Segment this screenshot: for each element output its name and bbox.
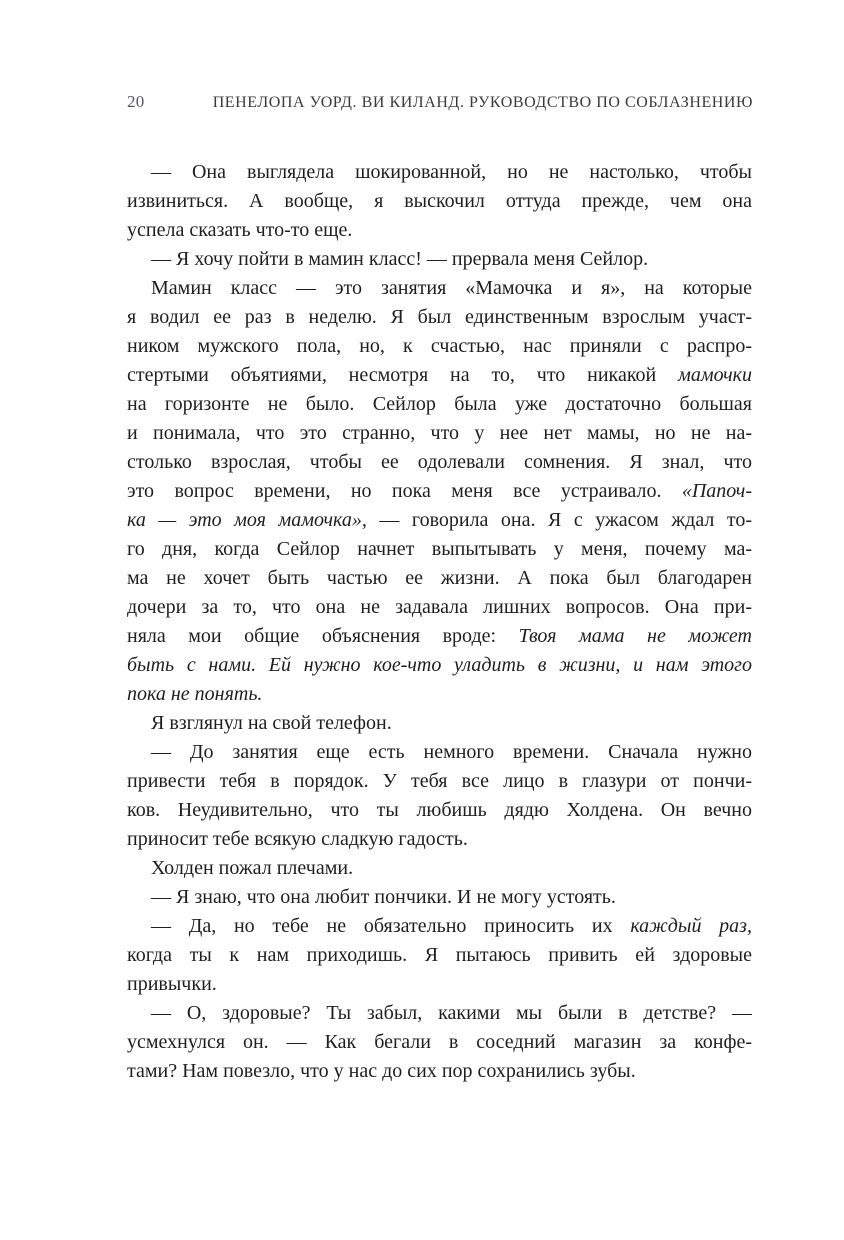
text-run: — говорила она. Я с ужасом ждал то-	[379, 509, 752, 531]
text-run: усмехнулся он. — Как бегали в соседний магазин за конфе-	[127, 1031, 752, 1053]
text-run: привести тебя в порядок. У тебя все лицо в глазури от пончи-	[127, 770, 752, 792]
text-line	[127, 970, 752, 999]
text-run: и понимала, что это странно, что у нее нет мамы, но не на-	[127, 422, 752, 444]
text-run: ма не хочет быть частью ее жизни. А пока был благодарен	[127, 567, 752, 589]
text-line	[127, 622, 752, 651]
text-line	[127, 999, 752, 1028]
text-run: — До занятия еще есть немного времени. Сначала нужно	[151, 741, 752, 763]
text-line	[127, 564, 752, 593]
text-line	[127, 187, 752, 216]
text-line	[127, 680, 752, 709]
text-run: — Она выглядела шокированной, но не настолько, чтобы	[151, 161, 752, 183]
text-run: успела сказать что-то еще.	[127, 219, 353, 241]
italic-text-run: «Папоч-	[681, 480, 752, 502]
text-line	[127, 651, 752, 680]
text-run: ков. Неудивительно, что ты любишь дядю Холдена. Он вечно	[127, 799, 752, 821]
text-line	[127, 506, 752, 535]
italic-text-run: Твоя мама не может	[518, 625, 752, 647]
text-run: го дня, когда Сейлор начнет выпытывать у меня, почему ма-	[127, 538, 752, 560]
text-run: няла мои общие объяснения вроде:	[127, 625, 519, 647]
italic-text-run: быть с нами. Ей нужно кое-что уладить в жизни, и нам этого	[127, 654, 752, 676]
italic-text-run: мамочки	[678, 364, 752, 386]
text-line	[127, 158, 752, 187]
text-line	[127, 1057, 752, 1086]
text-line	[127, 216, 752, 245]
text-line	[127, 535, 752, 564]
text-run: тами? Нам повезло, что у нас до сих пор сохранились зубы.	[127, 1060, 636, 1082]
text-line	[127, 796, 752, 825]
text-run: — Я хочу пойти в мамин класс! — прервала меня Сейлор.	[151, 248, 649, 270]
text-run: дочери за то, что она не задавала лишних вопросов. Она при-	[127, 596, 752, 618]
page-header	[127, 92, 753, 112]
text-line	[127, 361, 752, 390]
text-run: столько взрослая, чтобы ее одолевали сомнения. Я знал, что	[127, 451, 752, 473]
text-run: извиниться. А вообще, я выскочил оттуда прежде, чем она	[127, 190, 752, 212]
text-line	[127, 477, 752, 506]
text-line	[127, 912, 752, 941]
text-line	[127, 709, 752, 738]
text-run: ником мужского пола, но, к счастью, нас приняли с распро-	[127, 335, 752, 357]
text-run: я водил ее раз в неделю. Я был единственным взрослым участ-	[127, 306, 752, 328]
text-line	[127, 419, 752, 448]
italic-text-run: каждый раз,	[630, 915, 752, 937]
text-run: стертыми объятиями, несмотря на то, что никакой	[127, 364, 679, 386]
text-run: это вопрос времени, но пока меня все устраивало.	[127, 480, 682, 502]
text-run: когда ты к нам приходишь. Я пытаюсь привить ей здоровые	[127, 944, 752, 966]
italic-text-run: пока не понять.	[127, 683, 263, 705]
text-run: — Я знаю, что она любит пончики. И не могу устоять.	[151, 886, 616, 908]
text-run: привычки.	[127, 973, 217, 995]
text-line	[127, 448, 752, 477]
text-run: приносит тебе всякую сладкую гадость.	[127, 828, 468, 850]
text-run: Холден пожал плечами.	[151, 857, 354, 879]
text-line	[127, 390, 752, 419]
text-line	[127, 825, 752, 854]
text-line	[127, 854, 752, 883]
text-line	[127, 1028, 752, 1057]
text-line	[127, 738, 752, 767]
page-number: 20	[127, 92, 145, 111]
text-line	[127, 245, 752, 274]
running-title: ПЕНЕЛОПА УОРД. ВИ КИЛАНД. РУКОВОДСТВО ПО СОБЛАЗНЕНИЮ	[212, 94, 753, 111]
page-body	[127, 158, 752, 1086]
italic-text-run: ка — это моя мамочка»,	[127, 509, 380, 531]
text-line	[127, 883, 752, 912]
text-line	[127, 941, 752, 970]
text-run: Мамин класс — это занятия «Мамочка и я», на которые	[151, 277, 752, 299]
text-line	[127, 767, 752, 796]
text-run: — Да, но тебе не обязательно приносить их	[151, 915, 631, 937]
text-run: — О, здоровые? Ты забыл, какими мы были в детстве? —	[151, 1002, 752, 1024]
text-line	[127, 332, 752, 361]
text-line	[127, 593, 752, 622]
text-line	[127, 303, 752, 332]
text-line	[127, 274, 752, 303]
text-run: на горизонте не было. Сейлор была уже достаточно большая	[127, 393, 752, 415]
text-run: Я взглянул на свой телефон.	[151, 712, 392, 734]
